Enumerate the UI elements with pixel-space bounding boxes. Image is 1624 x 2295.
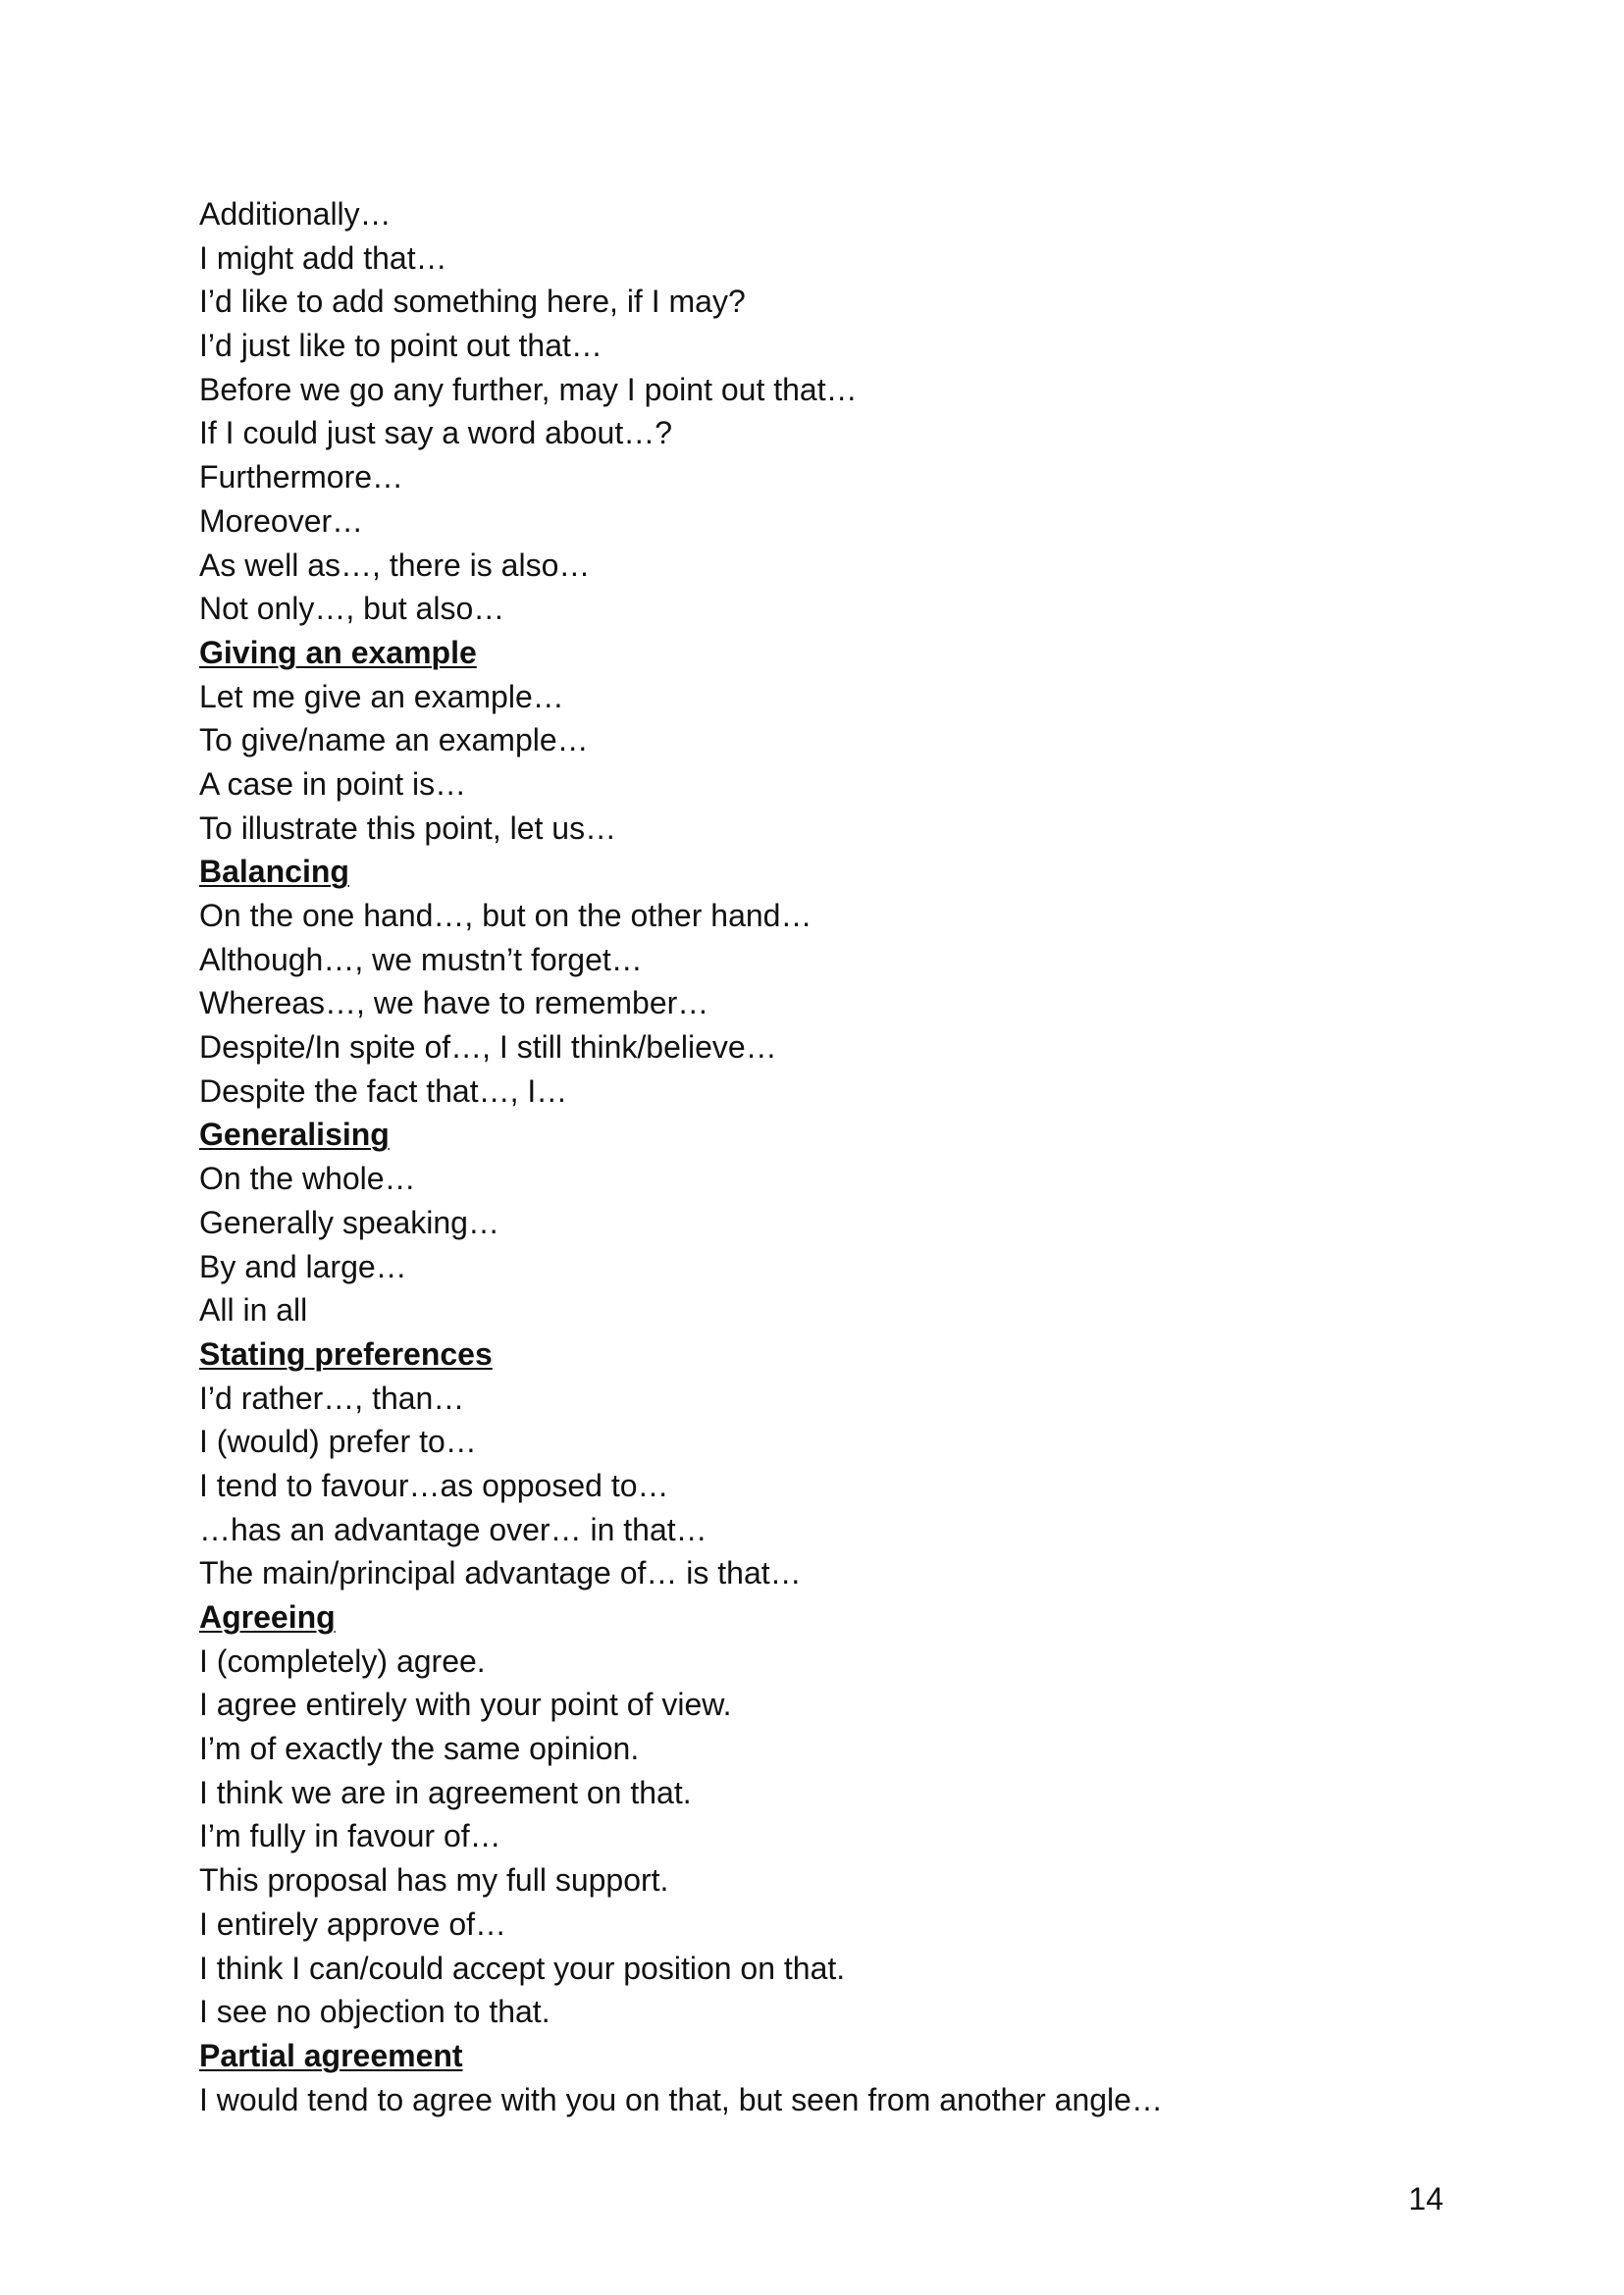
phrase-line: Whereas…, we have to remember… bbox=[199, 985, 709, 1021]
page-number: 14 bbox=[1408, 2181, 1443, 2217]
section-heading: Agreeing bbox=[199, 1599, 336, 1635]
phrase-line: …has an advantage over… in that… bbox=[199, 1511, 707, 1547]
phrase-line: I’m of exactly the same opinion. bbox=[199, 1731, 640, 1767]
phrase-line: I agree entirely with your point of view. bbox=[199, 1687, 732, 1723]
phrase-line: I (would) prefer to… bbox=[199, 1424, 477, 1460]
phrase-line: The main/principal advantage of… is that… bbox=[199, 1555, 802, 1591]
phrase-line: Before we go any further, may I point out that… bbox=[199, 371, 858, 407]
phrase-line: To illustrate this point, let us… bbox=[199, 809, 617, 846]
section-heading: Partial agreement bbox=[199, 2037, 463, 2073]
phrase-line: Not only…, but also… bbox=[199, 591, 505, 627]
phrase-line: Moreover… bbox=[199, 502, 364, 539]
phrase-line: Generally speaking… bbox=[199, 1204, 499, 1240]
phrase-line: On the one hand…, but on the other hand… bbox=[199, 898, 812, 933]
phrase-line: Let me give an example… bbox=[199, 678, 564, 714]
phrase-line: This proposal has my full support. bbox=[199, 1862, 669, 1899]
phrase-line: As well as…, there is also… bbox=[199, 547, 591, 583]
phrase-line: Additionally… bbox=[199, 196, 392, 232]
phrase-line: I’d rather…, than… bbox=[199, 1380, 465, 1416]
phrase-line: I’d like to add something here, if I may? bbox=[199, 284, 746, 320]
phrase-list bbox=[199, 192, 1455, 2121]
phrase-line: I would tend to agree with you on that, but seen from another angle… bbox=[199, 2081, 1163, 2117]
phrase-line: Furthermore… bbox=[199, 459, 404, 496]
phrase-line: Despite/In spite of…, I still think/believe… bbox=[199, 1029, 777, 1066]
section-heading: Generalising bbox=[199, 1117, 390, 1153]
phrase-line: I entirely approve of… bbox=[199, 1905, 507, 1942]
section-heading: Giving an example bbox=[199, 634, 477, 670]
phrase-line: I see no objection to that. bbox=[199, 1994, 550, 2030]
phrase-line: If I could just say a word about…? bbox=[199, 415, 673, 451]
phrase-line: To give/name an example… bbox=[199, 722, 589, 758]
phrase-line: I (completely) agree. bbox=[199, 1643, 486, 1679]
phrase-line: I think I can/could accept your position on that. bbox=[199, 1950, 846, 1986]
phrase-line: All in all bbox=[199, 1292, 308, 1329]
section-heading: Stating preferences bbox=[199, 1335, 493, 1372]
phrase-line: Although…, we mustn’t forget… bbox=[199, 941, 643, 977]
phrase-line: I might add that… bbox=[199, 239, 447, 276]
phrase-line: On the whole… bbox=[199, 1161, 416, 1197]
phrase-line: Despite the fact that…, I… bbox=[199, 1072, 568, 1109]
phrase-line: I think we are in agreement on that. bbox=[199, 1774, 692, 1810]
phrase-line: By and large… bbox=[199, 1248, 407, 1284]
phrase-line: A case in point is… bbox=[199, 765, 467, 802]
phrase-line: I’m fully in favour of… bbox=[199, 1818, 501, 1854]
phrase-line: I’d just like to point out that… bbox=[199, 328, 602, 364]
phrase-line: I tend to favour…as opposed to… bbox=[199, 1467, 669, 1503]
section-heading: Balancing bbox=[199, 854, 349, 890]
